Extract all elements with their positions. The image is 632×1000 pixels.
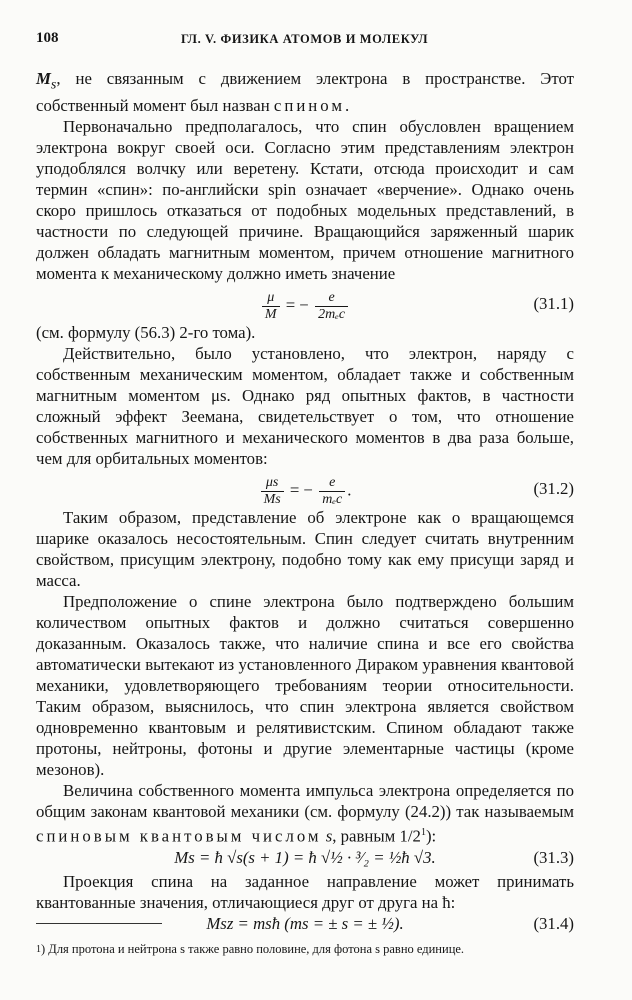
footnote: $^1$) Для протона и нейтрона s также равно половине, для фотона s равно единице. <box>36 941 465 956</box>
paragraph-5: Таким образом, представление об электроне как о вращающемся шарике оказалось несостоятельным. Спин следует считать внутренним свойством, присущим электрону, подобно тому как ему присущи заряд и масса. <box>36 508 574 591</box>
equation-31-2: $\frac{\mu s}{Ms}$ = − $\frac{e}{\text{mₑc}}$ . (31.2) <box>36 469 574 507</box>
paragraph-7: Величина собственного момента импульса электрона определяется по общим законам квантовой механики (см. формулу (24.2)) так называемым спиновым квантовым числом s, равным $1/2^1$): <box>36 781 574 846</box>
equation-number: (31.3) <box>533 847 574 867</box>
equation-number: (31.2) <box>533 479 574 499</box>
paragraph-4: Действительно, было установлено, что электрон, наряду с собственным механическим моментом, обладает также и собственным магнитным моментом μs. Однако ряд опытных фактов, в частности сложный эффект Зеемана, свидетельствует о том, что отношение собственных магнитного и механического моментов в два раза больше, чем для орбитальных моментов: <box>36 344 574 469</box>
paragraph-6: Предположение о спине электрона было подтверждено большим количеством опытных фактов и должно считаться совершенно доказанным. Оказалось также, что наличие спина и все его свойства автоматически вытекают из установленного Дираком уравнения квантовой механики, удовлетворяющего требованиям теории относительности. Таким образом, выяснилось, что спин электрона является свойством одновременно квантовым и релятивистским. Спином обладают также протоны, нейтроны, фотоны и другие элементарные частицы (кроме мезонов). <box>36 592 574 780</box>
term-spin-quantum-number: спиновым квантовым числом <box>36 826 322 846</box>
paragraph-1: $M_s$, не связанным с движением электрона в пространстве. Этот собственный момент был назван спином. <box>36 69 574 116</box>
page-number: 108 <box>36 30 59 46</box>
equation-number: (31.1) <box>533 294 574 314</box>
page-header <box>36 30 576 52</box>
term-spin: спином <box>273 96 345 116</box>
paragraph-8: Проекция спина на заданное направление может принимать квантованные значения, отличающиеся друг от друга на ħ: <box>36 871 574 912</box>
paragraph-2: Первоначально предполагалось, что спин обусловлен вращением электрона вокруг своей оси. Согласно этим представлениям электрон уподоблялся волчку или веретену. Кстати, отсюда происходит и сам термин «спин»: по-английски spin означает «верчение». Однако очень скоро пришлось отказаться от подобных модельных представлений, в частности по следующей причине. Вращающийся заряженный шарик должен обладать магнитным моментом, причем отношение магнитного момента к механическому должно иметь значение <box>36 117 574 284</box>
paragraph-3: (см. формулу (56.3) 2-го тома). <box>36 323 256 343</box>
equation-31-4: Msz = msħ (ms = ± s = ± ½). (31.4) <box>36 913 574 937</box>
equation-31-1: $\frac{\mu}{M}$ = − $\frac{e}{\text{2mₑc}}$ (31.1) <box>36 284 574 322</box>
equation-31-3: Ms = ħ √s(s + 1) = ħ √½ · ³⁄₂ = ½ħ √3. (31.3) <box>174 847 574 867</box>
running-title: ГЛ. V. ФИЗИКА АТОМОВ И МОЛЕКУЛ <box>181 32 429 46</box>
equation-number: (31.4) <box>533 913 574 933</box>
page-body <box>36 68 574 958</box>
